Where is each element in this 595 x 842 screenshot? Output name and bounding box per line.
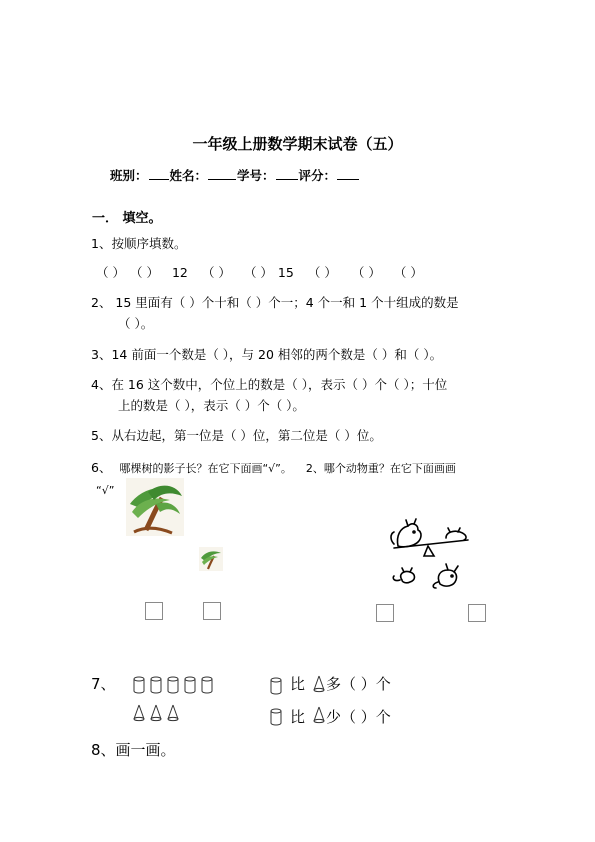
cylinder-icon: [270, 708, 282, 726]
cone-icon: [313, 675, 325, 693]
id-label: 学号：: [237, 168, 275, 183]
tree-2-answer-box[interactable]: [203, 602, 221, 620]
tree-1-answer-box[interactable]: [145, 602, 163, 620]
seq-item: 15: [277, 265, 294, 280]
compare-result-1: 多（ ）个: [326, 675, 391, 693]
name-blank[interactable]: [208, 167, 236, 180]
cylinder-icon: [151, 677, 161, 693]
question-2-line-2: （ ）。: [118, 316, 154, 331]
page-title: 一年级上册数学期末试卷（五）: [192, 135, 403, 153]
compare-result-2: 少（ ）个: [326, 708, 391, 726]
question-5: 5、从右边起，第一位是（ ）位，第二位是（ ）位。: [91, 428, 382, 443]
seq-item: 12: [171, 265, 188, 280]
compare-word-1: 比: [290, 675, 306, 693]
question-1-sequence: [96, 263, 424, 281]
cylinder-icon: [270, 677, 282, 695]
cylinder-icon: [202, 677, 212, 693]
animal-2-answer-box[interactable]: [468, 604, 486, 622]
question-3: 3、14 前面一个数是（ ），与 20 相邻的两个数是（ ）和（ ）。: [91, 347, 443, 362]
name-label: 姓名：: [169, 168, 208, 183]
question-7-number: 7、: [91, 675, 116, 693]
question-8: 8、画一画。: [91, 741, 176, 759]
question-6-number: 6、: [91, 460, 112, 475]
large-tree-illustration: [126, 478, 184, 536]
class-blank[interactable]: [149, 167, 169, 180]
cone-icon: [151, 705, 161, 721]
question-1-prompt: 1、按顺序填数。: [91, 236, 187, 251]
score-label: 评分：: [298, 168, 337, 183]
seq-item: （ ）: [307, 265, 337, 280]
seq-item: （ ）: [201, 265, 231, 280]
cone-icon: [134, 705, 144, 721]
seq-item: （ ）: [96, 265, 125, 280]
id-blank[interactable]: [276, 167, 298, 180]
cylinder-row: [132, 676, 218, 694]
cylinder-icon: [134, 677, 144, 693]
animal-seesaw-sketch: [388, 518, 476, 590]
student-info-line: [110, 166, 360, 184]
checkmark-instruction: “√”: [96, 484, 115, 497]
score-blank[interactable]: [337, 167, 359, 180]
cone-icon: [168, 705, 178, 721]
seq-item: （ ）: [129, 265, 159, 280]
animal-1-answer-box[interactable]: [376, 604, 394, 622]
seq-item: （ ）: [243, 265, 273, 280]
question-6-prompt: [91, 458, 456, 476]
seq-item: （ ）: [393, 265, 423, 280]
cylinder-icon: [168, 677, 178, 693]
question-6-part-1: 哪棵树的影子长？在它下面画“√”。: [119, 462, 292, 475]
question-4-line-2: 上的数是（ ），表示（ ）个（ ）。: [118, 398, 305, 413]
class-label: 班别：: [110, 168, 148, 183]
small-tree-illustration: [199, 547, 223, 571]
question-6-part-2: 2、哪个动物重？在它下面画画: [305, 462, 456, 475]
question-2-line-1: 2、 15 里面有（ ）个十和（ ）个一；4 个一和 1 个十组成的数是: [91, 295, 459, 310]
section-heading: 一． 填空。: [92, 211, 162, 226]
question-4-line-1: 4、在 16 这个数中，个位上的数是（ ），表示（ ）个（ ）；十位: [91, 377, 448, 392]
compare-word-2: 比: [290, 708, 306, 726]
cone-row: [132, 704, 184, 722]
seq-item: （ ）: [351, 265, 381, 280]
cylinder-icon: [185, 677, 195, 693]
cone-icon: [313, 706, 325, 724]
